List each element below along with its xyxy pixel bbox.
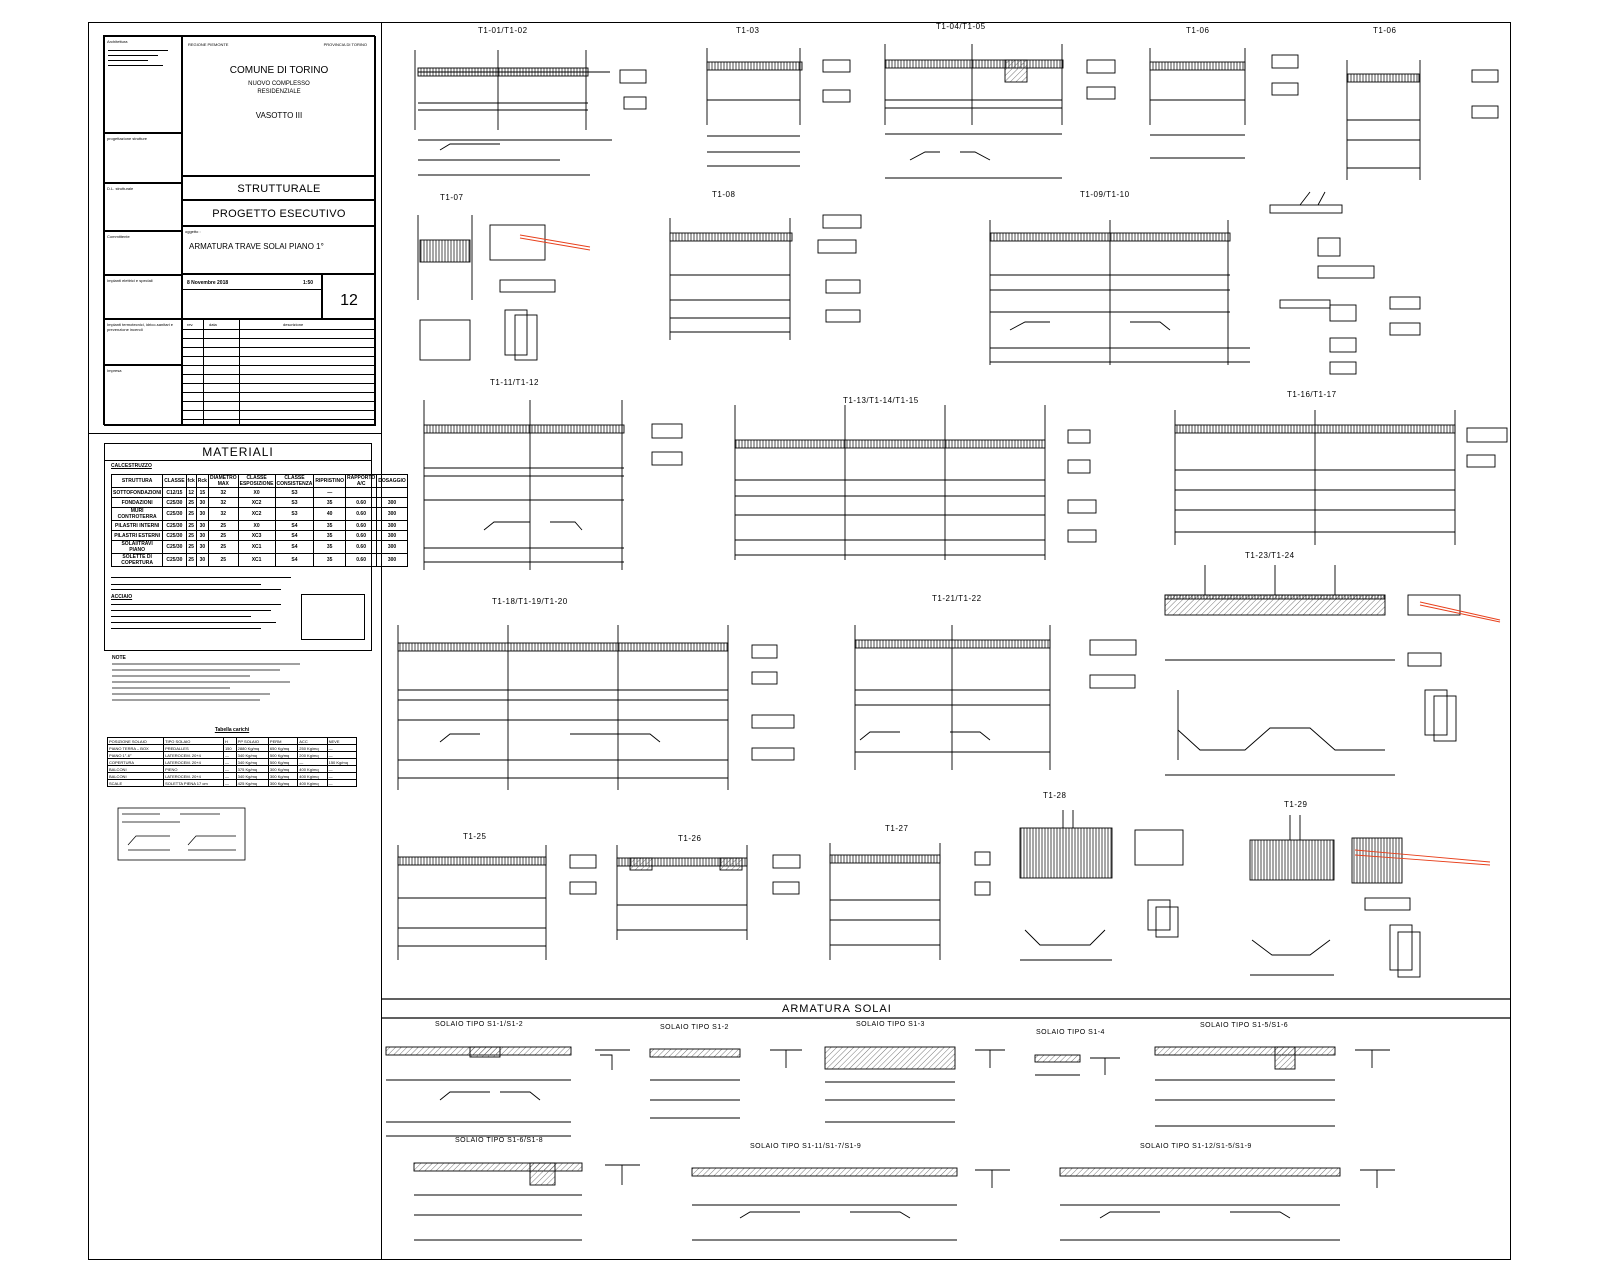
subject-label: ARMATURA TRAVE SOLAI PIANO 1° — [189, 242, 324, 251]
beam-title: T1-09/T1-10 — [1080, 190, 1130, 199]
rev-desc-header: descrizione — [283, 322, 304, 327]
beam-title: T1-06 — [1186, 26, 1210, 35]
table-cell: COPERTURA — [108, 759, 164, 766]
table-cell: PIENO — [164, 766, 224, 773]
table-cell: 0.60 — [346, 554, 377, 567]
contractor-label: Impresa — [107, 368, 122, 373]
beam-title: T1-29 — [1284, 800, 1308, 809]
slab-title: SOLAIO TIPO S1-3 — [856, 1021, 925, 1028]
table-cell: 300 — [377, 498, 408, 508]
table-cell: LATEROCEM. 20+4 — [164, 752, 224, 759]
loads-title: Tabella carichi — [214, 727, 250, 733]
col-header: CLASSE ESPOSIZIONE — [239, 475, 274, 487]
table-cell: 400 Kg/mq — [298, 773, 327, 780]
table-cell: 30 — [196, 521, 208, 531]
table-cell: 0.60 — [346, 531, 377, 541]
table-cell: FONDAZIONI — [112, 498, 163, 508]
table-cell: X0 — [238, 488, 275, 498]
table-cell: 30 — [196, 554, 208, 567]
table-cell: 35 — [314, 541, 346, 554]
beam-title: T1-04/T1-05 — [936, 22, 986, 31]
table-cell: C25/30 — [163, 541, 186, 554]
table-cell: 25 — [186, 498, 196, 508]
table-cell: 2880 Kg/mq — [236, 745, 268, 752]
table-cell: X0 — [238, 521, 275, 531]
subject-caption: oggetto : — [185, 229, 201, 234]
architect-label: Architettura — [107, 39, 128, 44]
table-cell: — — [223, 752, 236, 759]
table-cell: ACC — [298, 738, 327, 745]
table-cell: XC2 — [238, 498, 275, 508]
table-cell: S3 — [275, 498, 314, 508]
rev-header: rev. — [187, 322, 194, 327]
table-cell: BALCONI — [108, 773, 164, 780]
beam-title: T1-18/T1-19/T1-20 — [492, 597, 568, 606]
hvac-label: Impianti termotecnici, idrico-sanitari e prevenzione incendi — [107, 322, 174, 332]
table-cell: — — [223, 780, 236, 787]
table-cell: C25/30 — [163, 521, 186, 531]
table-cell: 150 — [223, 745, 236, 752]
table-cell: PILASTRI ESTERNI — [112, 531, 163, 541]
table-cell: SOTTOFONDAZIONI — [113, 489, 162, 496]
table-cell: — — [327, 752, 356, 759]
project-line2: RESIDENZIALE — [257, 89, 301, 95]
col-header: CLASSE — [163, 475, 186, 488]
table-cell: 0.60 — [346, 541, 377, 554]
table-cell: 25 — [186, 508, 196, 521]
scale-label: 1:50 — [303, 280, 314, 286]
beam-title: T1-27 — [885, 824, 909, 833]
table-cell: 0.60 — [346, 498, 377, 508]
table-cell: XC3 — [238, 531, 275, 541]
beam-title: T1-08 — [712, 190, 736, 199]
beam-title: T1-03 — [736, 26, 760, 35]
beam-title: T1-21/T1-22 — [932, 594, 982, 603]
table-cell: XC2 — [238, 508, 275, 521]
table-cell: S3 — [275, 488, 314, 498]
table-cell: 650 Kg/mq — [268, 745, 297, 752]
table-cell: — — [223, 759, 236, 766]
table-cell: 25 — [208, 531, 238, 541]
table-cell: 300 Kg/mq — [268, 766, 297, 773]
discipline-label: STRUTTURALE — [182, 176, 376, 200]
table-cell: 32 — [208, 508, 238, 521]
table-cell: S4 — [275, 521, 314, 531]
col-header: fck — [186, 475, 196, 488]
date-label: 8 Novembre 2018 — [187, 280, 229, 286]
table-cell: 32 — [208, 488, 238, 498]
table-cell: POSIZIONE SOLAIO — [108, 738, 164, 745]
notes-header: NOTE — [112, 655, 126, 661]
slab-title: SOLAIO TIPO S1-6/S1-8 — [455, 1137, 544, 1144]
table-cell: 35 — [314, 554, 346, 567]
table-cell: S4 — [275, 554, 314, 567]
table-cell: 0.60 — [346, 521, 377, 531]
table-cell: 25 — [208, 521, 238, 531]
table-cell: 30 — [196, 498, 208, 508]
table-cell: 25 — [186, 541, 196, 554]
table-cell: LATEROCEM. 20+4 — [164, 773, 224, 780]
table-cell: 15 — [196, 488, 208, 498]
beam-title: T1-07 — [440, 193, 464, 202]
table-cell: H — [223, 738, 236, 745]
table-cell: — — [298, 759, 327, 766]
table-cell: 340 Kg/mq — [236, 752, 268, 759]
table-cell: — — [223, 766, 236, 773]
table-cell: MURI CONTROTERRA — [112, 508, 163, 521]
project-line1: NUOVO COMPLESSO — [248, 81, 310, 87]
table-cell: 300 Kg/mq — [268, 773, 297, 780]
table-cell: — — [223, 773, 236, 780]
materials-title: MATERIALI — [105, 444, 371, 461]
beam-title: T1-11/T1-12 — [490, 378, 539, 387]
table-cell: 300 — [377, 554, 408, 567]
slab-title: SOLAIO TIPO S1-5/S1-6 — [1200, 1022, 1289, 1029]
table-cell: S4 — [275, 541, 314, 554]
table-cell: 30 — [196, 541, 208, 554]
table-cell: C25/30 — [163, 498, 186, 508]
table-cell: 25 — [208, 541, 238, 554]
table-cell: XC1 — [238, 554, 275, 567]
table-cell: — — [327, 780, 356, 787]
beam-title: T1-28 — [1043, 791, 1067, 800]
beam-title: T1-06 — [1373, 26, 1397, 35]
table-cell: 30 — [196, 508, 208, 521]
beam-title: T1-23/T1-24 — [1245, 551, 1295, 560]
table-cell: 12 — [186, 488, 196, 498]
table-cell: LATEROCEM. 20+4 — [164, 759, 224, 766]
table-cell: C12/15 — [163, 488, 186, 498]
table-cell: 35 — [314, 521, 346, 531]
table-cell: SOLETTA PIENA 17 cm — [164, 780, 224, 787]
table-cell: PP SOLAIO — [236, 738, 268, 745]
table-cell: PILASTRI INTERNI — [112, 521, 163, 531]
table-cell: SCALE — [108, 780, 164, 787]
table-cell: 400 Kg/mq — [298, 780, 327, 787]
col-header: Rck — [196, 475, 208, 488]
table-cell: SOLAI/TRAVI PIANO — [112, 541, 163, 554]
dl-label: D.L. strutturale — [107, 186, 134, 191]
col-header: RAPPORTO A/C — [347, 475, 376, 487]
structures-label: progettazione strutture — [107, 136, 148, 141]
table-cell: 340 Kg/mq — [236, 759, 268, 766]
table-cell: 35 — [314, 531, 346, 541]
comune-label: COMUNE DI TORINO — [229, 65, 329, 76]
table-cell: — — [314, 488, 346, 498]
slab-title: SOLAIO TIPO S1-2 — [660, 1024, 729, 1031]
table-cell: C25/30 — [163, 531, 186, 541]
slab-section-title: ARMATURA SOLAI — [782, 1003, 892, 1015]
slab-title: SOLAIO TIPO S1-12/S1-5/S1-9 — [1140, 1143, 1252, 1150]
table-cell: — — [327, 745, 356, 752]
electrical-label: Impianti elettrici e speciali — [107, 278, 153, 283]
region-label: REGIONE PIEMONTE — [188, 42, 229, 47]
slab-title: SOLAIO TIPO S1-1/S1-2 — [435, 1021, 524, 1028]
client-label: Committente — [107, 234, 130, 239]
beam-title: T1-16/T1-17 — [1287, 390, 1337, 399]
slab-title: SOLAIO TIPO S1-4 — [1036, 1029, 1105, 1036]
concrete-header: CALCESTRUZZO — [111, 463, 152, 469]
table-cell: S4 — [275, 531, 314, 541]
table-cell: 300 — [377, 541, 408, 554]
beam-title: T1-25 — [463, 832, 487, 841]
beam-title: T1-13/T1-14/T1-15 — [843, 396, 919, 405]
lot-label: VASOTTO III — [255, 111, 303, 120]
table-cell: BALCONI — [108, 766, 164, 773]
col-header: CLASSE CONSISTENZA — [276, 475, 313, 487]
table-cell: PIANO 1°-6° — [108, 752, 164, 759]
table-cell: — — [327, 773, 356, 780]
beam-title: T1-26 — [678, 834, 702, 843]
table-cell: 25 — [186, 554, 196, 567]
table-cell: XC1 — [238, 541, 275, 554]
col-header: RIPRISTINO — [314, 475, 346, 488]
table-cell: 500 Kg/mq — [268, 759, 297, 766]
table-cell: C25/30 — [163, 508, 186, 521]
table-cell: 200 Kg/mq — [298, 752, 327, 759]
table-cell: PERM — [268, 738, 297, 745]
table-cell: 400 Kg/mq — [298, 766, 327, 773]
table-cell: 150 Kg/mq — [327, 759, 356, 766]
table-cell: PIANO TERRA – BOX — [108, 745, 164, 752]
col-header: STRUTTURA — [112, 475, 163, 488]
table-cell: C25/30 — [163, 554, 186, 567]
table-cell: NEVE — [327, 738, 356, 745]
beam-title: T1-01/T1-02 — [478, 26, 528, 35]
table-cell: 40 — [314, 508, 346, 521]
slab-title: SOLAIO TIPO S1-11/S1-7/S1-9 — [750, 1143, 862, 1150]
table-cell: 340 Kg/mq — [236, 773, 268, 780]
table-cell: 25 — [208, 554, 238, 567]
table-cell: 300 — [377, 521, 408, 531]
table-cell: 35 — [314, 498, 346, 508]
table-cell: 32 — [208, 498, 238, 508]
steel-header: ACCIAIO — [111, 594, 133, 600]
col-header: DIAMETRO MAX — [209, 475, 237, 487]
table-cell: 30 — [196, 531, 208, 541]
sheet-number: 12 — [322, 274, 376, 319]
table-cell: 300 — [377, 531, 408, 541]
table-cell: 25 — [186, 521, 196, 531]
col-header: DOSAGGIO — [377, 475, 408, 488]
province-label: PROVINCIA DI TORINO — [323, 42, 367, 47]
table-cell: 0.60 — [346, 508, 377, 521]
table-cell: 25 — [186, 531, 196, 541]
table-cell: S3 — [275, 508, 314, 521]
table-cell: PREDALLES — [164, 745, 224, 752]
table-cell: 375 Kg/mq — [236, 766, 268, 773]
table-cell: 300 — [377, 508, 408, 521]
table-cell: 300 Kg/mq — [268, 780, 297, 787]
table-cell: 425 Kg/mq — [236, 780, 268, 787]
table-cell: SOLETTE DI COPERTURA — [112, 554, 163, 567]
phase-label: PROGETTO ESECUTIVO — [182, 200, 376, 226]
table-cell: 250 Kg/mq — [298, 745, 327, 752]
rev-date-header: data — [209, 322, 217, 327]
table-cell: TIPO SOLAIO — [164, 738, 224, 745]
table-cell: 500 Kg/mq — [268, 752, 297, 759]
table-cell: — — [327, 766, 356, 773]
